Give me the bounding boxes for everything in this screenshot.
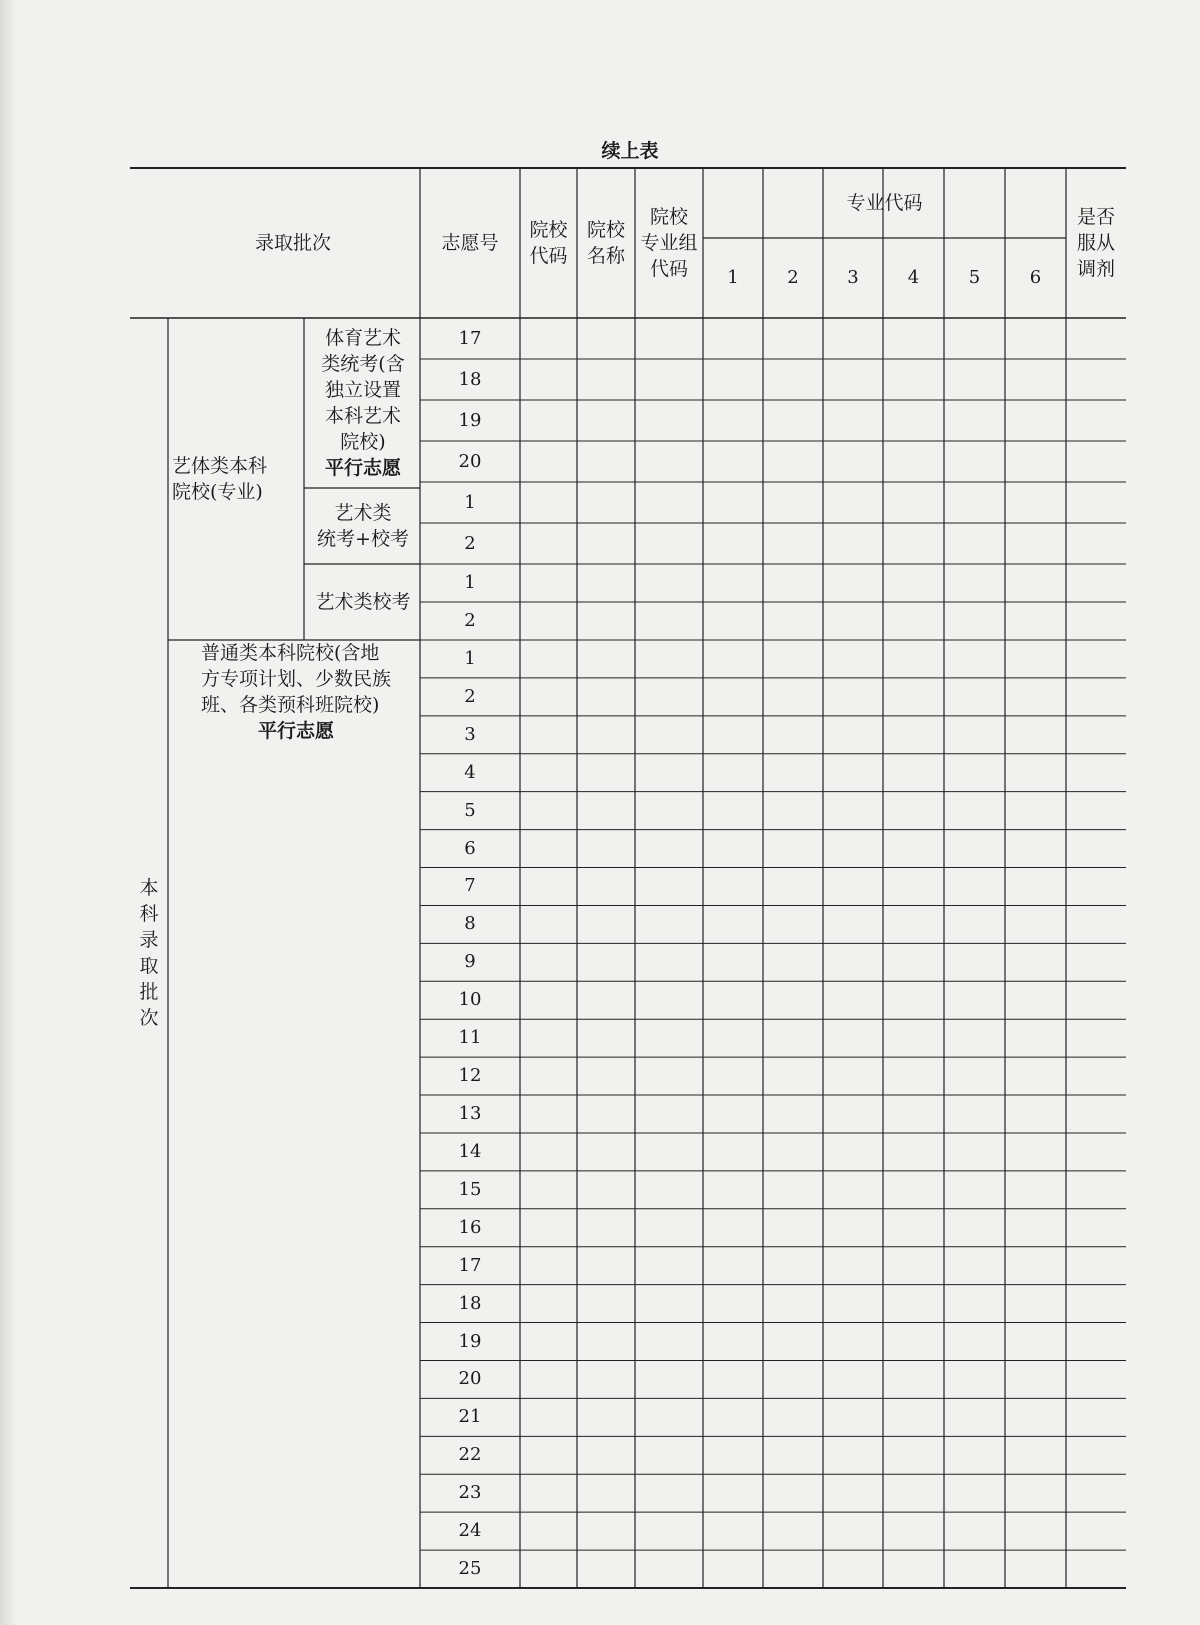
header-major-col: 4 xyxy=(907,267,920,288)
wish-number-cell: 15 xyxy=(458,1178,482,1200)
wish-number-cell: 8 xyxy=(464,913,476,935)
art-unified-plus-school-label: 艺术类 统考+校考 xyxy=(317,502,409,550)
general-category-label xyxy=(178,640,414,1588)
header-major-col: 5 xyxy=(968,267,981,288)
header-school-code: 院校 代码 xyxy=(529,219,568,267)
wish-number-cell: 7 xyxy=(464,875,476,897)
header-major-col: 3 xyxy=(847,267,859,288)
wish-number-cell: 3 xyxy=(464,723,476,745)
batch-char: 科 xyxy=(139,903,159,925)
art-category-label: 艺体类本科 院校(专业) xyxy=(172,455,268,503)
wish-number-cell: 16 xyxy=(458,1216,482,1238)
wish-number-cell: 19 xyxy=(458,409,482,431)
wish-number-cell: 19 xyxy=(458,1330,482,1352)
wish-number-cell: 23 xyxy=(458,1482,482,1504)
batch-undergraduate-label xyxy=(132,318,166,1588)
wish-number-cell: 21 xyxy=(458,1406,482,1428)
header-group-code: 院校 专业组 代码 xyxy=(640,206,698,280)
wish-number-cell: 10 xyxy=(458,989,482,1011)
art-unified-exam-label xyxy=(306,318,420,488)
wish-number-cell: 17 xyxy=(458,327,482,349)
wish-number-cell: 9 xyxy=(464,951,476,973)
wish-number-cell: 2 xyxy=(464,532,476,554)
header-major-col: 6 xyxy=(1029,267,1042,288)
wish-number-cell: 5 xyxy=(464,799,476,821)
wish-number-cell: 18 xyxy=(458,1292,482,1314)
general-category-text: 普通类本科院校(含地 方专项计划、少数民族 班、各类预科班院校) xyxy=(200,642,391,716)
wish-number-cell: 13 xyxy=(458,1102,482,1124)
header-school-name: 院校 名称 xyxy=(586,219,625,267)
wish-number-cell: 22 xyxy=(458,1444,482,1466)
wish-number-cell: 18 xyxy=(458,368,482,390)
table-title: 续上表 xyxy=(601,140,659,162)
batch-char: 本 xyxy=(139,877,159,899)
wish-number-cell: 24 xyxy=(458,1520,482,1542)
header-batch: 录取批次 xyxy=(254,232,331,254)
wish-number-cell: 1 xyxy=(464,647,476,669)
batch-char: 次 xyxy=(139,1007,159,1029)
batch-char: 批 xyxy=(139,981,159,1003)
batch-char: 取 xyxy=(139,955,159,977)
wish-number-cell: 1 xyxy=(464,491,476,513)
art-unified-exam-text: 体育艺术 类统考(含 独立设置 本科艺术 院校) xyxy=(321,327,405,453)
header-wish-no: 志愿号 xyxy=(441,232,499,254)
wish-number-cell: 25 xyxy=(458,1558,482,1580)
header-major-codes: 专业代码 xyxy=(846,192,923,214)
wish-number-cell: 12 xyxy=(458,1065,482,1087)
batch-char: 录 xyxy=(139,929,159,951)
wish-number-cell: 20 xyxy=(458,450,482,472)
header-major-col: 1 xyxy=(727,267,739,288)
wish-number-cell: 17 xyxy=(458,1254,482,1276)
wish-number-cell: 2 xyxy=(464,610,476,631)
wish-number-cell: 11 xyxy=(458,1027,482,1049)
wish-number-cell: 6 xyxy=(464,837,476,859)
wish-number-cell: 1 xyxy=(464,572,476,593)
header-adjust: 是否 服从 调剂 xyxy=(1076,206,1115,280)
wish-number-cell: 4 xyxy=(464,761,476,783)
wish-number-cell: 2 xyxy=(464,685,476,707)
wish-number-cell: 14 xyxy=(458,1140,482,1162)
wish-number-cell: 20 xyxy=(458,1368,482,1390)
header-major-col: 2 xyxy=(787,267,799,288)
art-school-exam-label: 艺术类校考 xyxy=(315,591,411,613)
art-unified-exam-parallel: 平行志愿 xyxy=(324,457,401,479)
general-category-parallel: 平行志愿 xyxy=(257,720,334,742)
